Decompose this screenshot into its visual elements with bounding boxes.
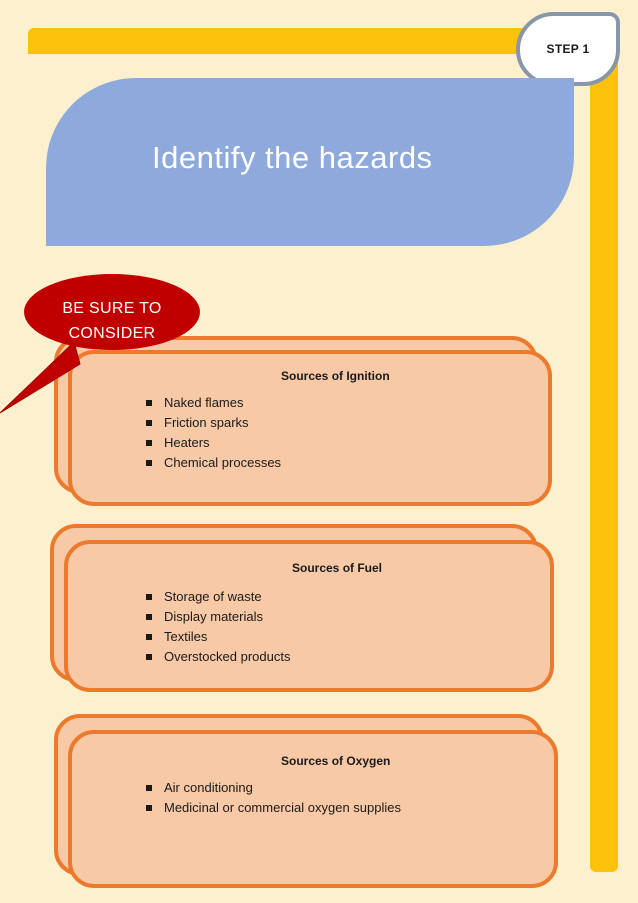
list-item: Display materials xyxy=(146,607,290,627)
list-item: Medicinal or commercial oxygen supplies xyxy=(146,798,401,818)
step-label: STEP 1 xyxy=(546,42,590,56)
oxygen-list xyxy=(146,778,401,818)
ignition-heading: Sources of Ignition xyxy=(281,369,390,383)
list-item: Heaters xyxy=(146,433,281,453)
bullet-square-icon xyxy=(146,654,152,660)
list-item: Overstocked products xyxy=(146,647,290,667)
bullet-square-icon xyxy=(146,614,152,620)
callout-line-2: CONSIDER xyxy=(68,325,156,342)
callout-line-1: BE SURE TO xyxy=(62,300,162,317)
bullet-square-icon xyxy=(146,460,152,466)
bullet-square-icon xyxy=(146,805,152,811)
fuel-list xyxy=(146,587,290,667)
list-item: Air conditioning xyxy=(146,778,401,798)
list-item: Friction sparks xyxy=(146,413,281,433)
speech-bubble-icon xyxy=(0,272,210,422)
bullet-square-icon xyxy=(146,785,152,791)
list-item: Storage of waste xyxy=(146,587,290,607)
list-item: Textiles xyxy=(146,627,290,647)
accent-bar-right xyxy=(590,40,618,872)
bullet-square-icon xyxy=(146,634,152,640)
list-item: Chemical processes xyxy=(146,453,281,473)
step-badge xyxy=(516,12,620,86)
fuel-heading: Sources of Fuel xyxy=(292,561,383,575)
callout-text xyxy=(36,296,188,346)
bullet-square-icon xyxy=(146,440,152,446)
oxygen-heading: Sources of Oxygen xyxy=(281,754,391,768)
page-title: Identify the hazards xyxy=(152,140,433,175)
list-item: Naked flames xyxy=(146,393,281,413)
bullet-square-icon xyxy=(146,594,152,600)
